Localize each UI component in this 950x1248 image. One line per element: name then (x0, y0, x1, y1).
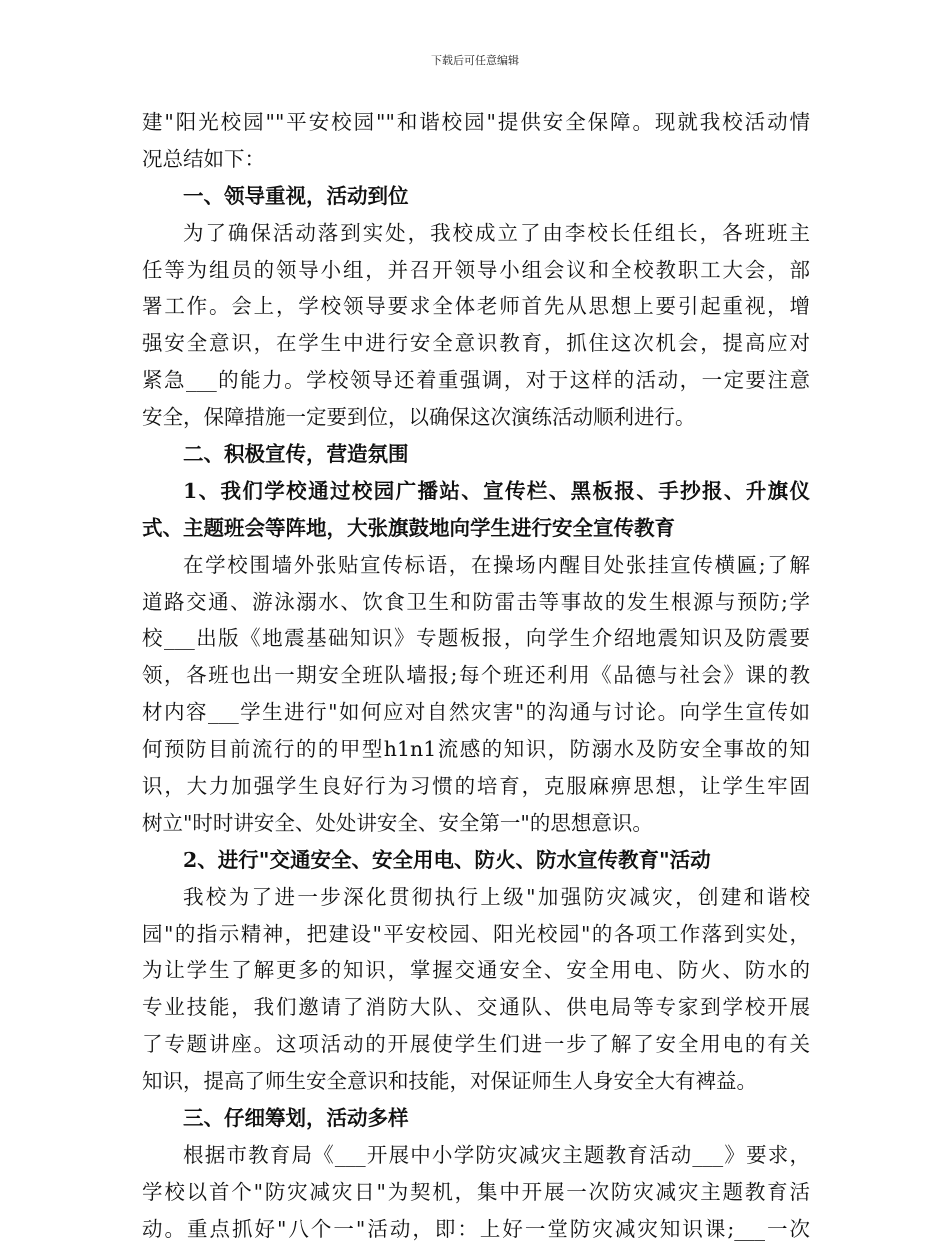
paragraph-line: 园"的指示精神，把建设"平安校园、阳光校园"的各项工作落到实处， (142, 921, 810, 946)
paragraph-line: 为让学生了解更多的知识，掌握交通安全、安全用电、防火、防水的 (142, 958, 810, 983)
section-heading-line: 三、仔细筹划，活动多样 (183, 1106, 409, 1131)
paragraph-line: 况总结如下： (142, 146, 265, 171)
section-heading-line: 式、主题班会等阵地，大张旗鼓地向学生进行安全宣传教育 (142, 515, 675, 540)
paragraph-line: 署工作。会上，学校领导要求全体老师首先从思想上要引起重视，增 (142, 294, 810, 319)
paragraph-line: 知识，提高了师生安全意识和技能，对保证师生人身安全大有裨益。 (142, 1069, 757, 1094)
paragraph-line: 强安全意识，在学生中进行安全意识教育，抓住这次机会，提高应对 (142, 331, 810, 356)
paragraph-line: 建"阳光校园""平安校园""和谐校园"提供安全保障。现就我校活动情 (142, 110, 810, 134)
paragraph-line: 道路交通、游泳溺水、饮食卫生和防雷击等事故的发生根源与预防;学 (142, 589, 810, 614)
page-header: 下载后可任意编辑 (431, 54, 519, 67)
paragraph-line: 学校以首个"防灾减灾日"为契机，集中开展一次防灾减灾主题教育活 (142, 1179, 810, 1204)
document-body (142, 104, 810, 1248)
paragraph-line: 领，各班也出一期安全班队墙报;每个班还利用《品德与社会》课的教 (142, 663, 810, 688)
paragraph-line: 在学校围墙外张贴宣传标语，在操场内醒目处张挂宣传横匾;了解 (183, 552, 810, 577)
paragraph-line: 动。重点抓好"八个一"活动，即：上好一堂防灾减灾知识课;___一次 (142, 1216, 810, 1241)
paragraph-line: 树立"时时讲安全、处处讲安全、安全第一"的思想意识。 (142, 810, 653, 835)
paragraph-line: 校___出版《地震基础知识》专题板报，向学生介绍地震知识及防震要 (142, 626, 810, 651)
paragraph-line: 了专题讲座。这项活动的开展使学生们进一步了解了安全用电的有关 (142, 1032, 810, 1057)
paragraph-line: 任等为组员的领导小组，并召开领导小组会议和全校教职工大会，部 (142, 257, 810, 282)
paragraph-line: 识，大力加强学生良好行为习惯的培育，克服麻痹思想，让学生牢固 (142, 774, 810, 799)
paragraph-line: 材内容___学生进行"如何应对自然灾害"的沟通与讨论。向学生宣传如 (142, 700, 810, 725)
paragraph-line: 何预防目前流行的的甲型h1n1流感的知识，防溺水及防安全事故的知 (142, 737, 810, 762)
paragraph-line: 紧急___的能力。学校领导还着重强调，对于这样的活动，一定要注意 (142, 368, 810, 393)
section-heading-line: 一、领导重视，活动到位 (183, 183, 409, 208)
paragraph-line: 安全，保障措施一定要到位，以确保这次演练活动顺利进行。 (142, 405, 696, 430)
section-heading-line: 1、我们学校通过校园广播站、宣传栏、黑板报、手抄报、升旗仪 (183, 478, 810, 503)
section-heading-line: 二、积极宣传，营造氛围 (183, 442, 409, 467)
paragraph-line: 我校为了进一步深化贯彻执行上级"加强防灾减灾，创建和谐校 (183, 884, 810, 909)
section-heading-line: 2、进行"交通安全、安全用电、防火、防水宣传教育"活动 (183, 847, 711, 872)
paragraph-line: 根据市教育局《___开展中小学防灾减灾主题教育活动___》要求， (183, 1142, 810, 1167)
paragraph-line: 为了确保活动落到实处，我校成立了由李校长任组长，各班班主 (183, 220, 810, 245)
paragraph-line: 专业技能，我们邀请了消防大队、交通队、供电局等专家到学校开展 (142, 995, 810, 1020)
